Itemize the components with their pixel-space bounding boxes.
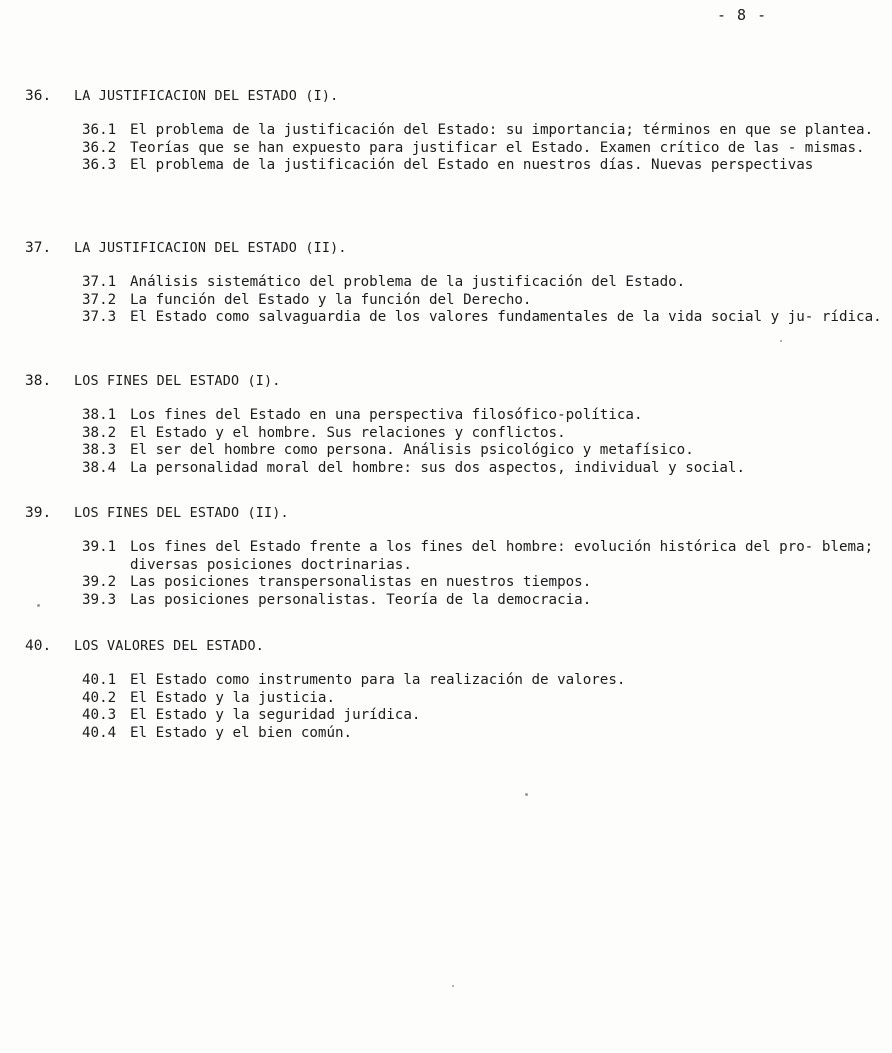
list-item [0, 672, 890, 690]
item-number: 36.3 [82, 157, 117, 174]
item-number: 38.2 [82, 424, 117, 441]
item-number: 40.2 [82, 689, 117, 706]
list-item [0, 574, 890, 592]
section-items [0, 672, 892, 742]
list-item [0, 274, 890, 292]
list-item [0, 725, 890, 743]
scan-speck [525, 793, 528, 796]
item-text: Teorías que se han expuesto para justificar el Estado. Examen crítico de las - mismas. [130, 139, 865, 156]
item-text: El problema de la justificación del Estado en nuestros días. Nuevas perspectivas [130, 157, 814, 174]
item-text: El ser del hombre como persona. Análisis psicológico y metafísico. [130, 442, 694, 459]
item-text: Los fines del Estado frente a los fines del hombre: evolución histórica del pro- blema; diversas posiciones doctrinarias. [130, 539, 874, 573]
item-number: 38.4 [82, 459, 117, 476]
item-text: Análisis sistemático del problema de la justificación del Estado. [130, 274, 686, 290]
page-number: - 8 - [717, 6, 768, 24]
item-number: 39.1 [82, 539, 117, 555]
item-text: La personalidad moral del hombre: sus dos aspectos, individual y social. [130, 459, 745, 476]
item-text: El Estado y el hombre. Sus relaciones y conflictos. [130, 424, 566, 441]
item-text: La función del Estado y la función del Derecho. [130, 291, 532, 308]
section-title: LOS FINES DEL ESTADO (I). [74, 374, 281, 389]
item-number: 36.1 [82, 122, 117, 138]
item-number: 40.3 [82, 707, 117, 724]
section-items [0, 122, 892, 175]
section-title: LA JUSTIFICACION DEL ESTADO (II). [74, 241, 347, 256]
item-number: 37.2 [82, 291, 117, 308]
section-number: 36. [25, 88, 52, 104]
item-number: 40.1 [82, 672, 117, 688]
list-item [0, 122, 890, 140]
item-text: El Estado y el bien común. [130, 724, 353, 741]
item-text: Los fines del Estado en una perspectiva filosófico-política. [130, 407, 643, 423]
section-items [0, 539, 892, 609]
list-item [0, 425, 890, 443]
list-item [0, 407, 890, 425]
item-number: 40.4 [82, 724, 117, 741]
item-text: El Estado como salvaguardia de los valores fundamentales de la vida social y ju- rídica. [130, 309, 882, 326]
item-text: El Estado como instrumento para la realización de valores. [130, 672, 626, 688]
section-items [0, 274, 892, 327]
section-number: 39. [25, 505, 52, 521]
item-number: 37.1 [82, 274, 117, 290]
scan-speck [37, 604, 40, 607]
section-number: 40. [25, 638, 52, 654]
list-item [0, 690, 890, 708]
item-text: El problema de la justificación del Estado: su importancia; términos en que se plantea. [130, 122, 874, 138]
section-items [0, 407, 892, 477]
section-title: LOS FINES DEL ESTADO (II). [74, 506, 289, 521]
section-number: 37. [25, 240, 52, 256]
item-number: 39.3 [82, 591, 117, 608]
item-text: El Estado y la seguridad jurídica. [130, 707, 421, 724]
item-number: 36.2 [82, 139, 117, 156]
list-item [0, 292, 890, 310]
item-number: 38.3 [82, 442, 117, 459]
list-item [0, 592, 890, 610]
list-item [0, 539, 890, 574]
section-number: 38. [25, 373, 52, 389]
list-item [0, 442, 890, 460]
list-item [0, 309, 890, 327]
item-text: Las posiciones transpersonalistas en nuestros tiempos. [130, 574, 592, 591]
item-text: Las posiciones personalistas. Teoría de la democracia. [130, 591, 592, 608]
item-number: 37.3 [82, 309, 117, 326]
section-title: LOS VALORES DEL ESTADO. [74, 639, 265, 654]
item-number: 39.2 [82, 574, 117, 591]
list-item [0, 460, 890, 478]
item-number: 38.1 [82, 407, 117, 423]
scan-speck [780, 340, 782, 342]
list-item [0, 707, 890, 725]
item-text: El Estado y la justicia. [130, 689, 335, 706]
list-item [0, 140, 890, 158]
section-title: LA JUSTIFICACION DEL ESTADO (I). [74, 89, 339, 104]
scan-speck [452, 985, 454, 987]
list-item [0, 157, 890, 175]
